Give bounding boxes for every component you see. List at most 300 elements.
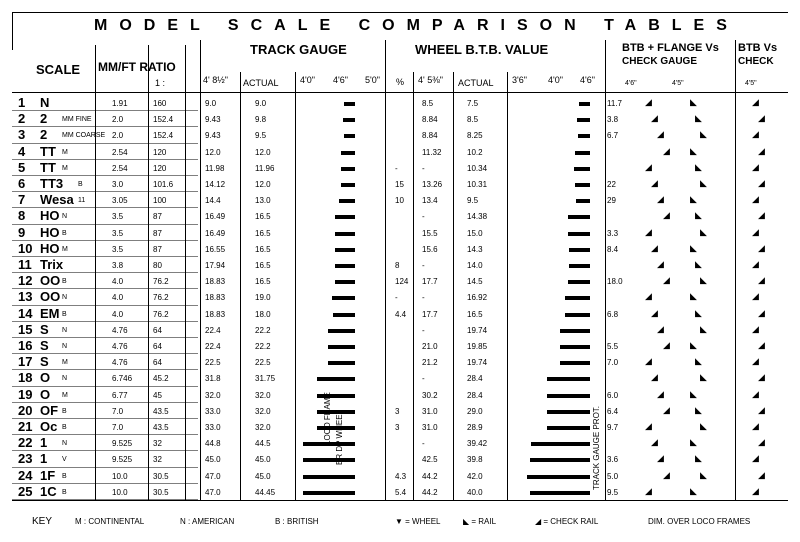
track-gauge-bar xyxy=(341,151,355,155)
scale-sub: V xyxy=(62,456,67,464)
mmft-value: 4.0 xyxy=(112,309,124,319)
tg-actual-value: 12.0 xyxy=(255,147,271,157)
mmft-value: 3.5 xyxy=(112,244,124,254)
w2-value: 42.5 xyxy=(422,455,438,465)
header-cg-a: 4'5" xyxy=(672,80,684,87)
ratio-value: 43.5 xyxy=(153,406,169,416)
wheel-btb-bar xyxy=(560,329,590,333)
w-actual-value: 28.9 xyxy=(467,423,483,432)
ratio-value: 101.6 xyxy=(153,180,174,189)
mmft-value: 4.76 xyxy=(112,358,128,368)
w-actual-value: 39.8 xyxy=(467,455,483,465)
mmft-value: 3.5 xyxy=(112,212,124,222)
track-gauge-bar xyxy=(328,329,355,333)
header-track-gauge: TRACK GAUGE xyxy=(250,42,347,57)
mmft-value: 3.5 xyxy=(112,228,124,238)
rail-marker: ◣ xyxy=(700,275,707,286)
scale-name: O xyxy=(40,386,51,402)
w-actual-value: 28.4 xyxy=(467,374,483,384)
ratio-value: 45.2 xyxy=(153,374,169,384)
scale-sub: N xyxy=(62,343,68,350)
ratio-value: 45 xyxy=(153,390,162,400)
row-number: 4 xyxy=(18,143,26,159)
tg-nominal-value: 11.98 xyxy=(205,163,225,173)
wheel-btb-bar xyxy=(568,215,590,219)
header-cg-scale: 4'6" xyxy=(625,80,637,87)
w-actual-value: 19.74 xyxy=(467,325,488,335)
row-number: 1 xyxy=(18,95,26,110)
wheel-btb-bar xyxy=(547,394,590,398)
w-actual-value: 8.25 xyxy=(467,131,483,141)
scale-name: O xyxy=(40,370,51,386)
check-rail-marker: ◢ xyxy=(657,323,664,334)
rail-marker: ◣ xyxy=(700,323,707,334)
key-dim-loco: DIM. OVER LOCO FRAMES xyxy=(648,517,751,526)
tg-nominal-value: 9.43 xyxy=(205,131,221,141)
tg-actual-value: 16.5 xyxy=(255,244,271,254)
scale-name: OO xyxy=(40,273,61,289)
col-divider-check xyxy=(735,40,736,500)
scale-name: 1F xyxy=(40,467,56,483)
check-marker: ◢ xyxy=(758,113,765,124)
scale-sub: B xyxy=(62,407,67,415)
ratio-value: 64 xyxy=(153,325,162,335)
scale-name: HO xyxy=(40,240,60,256)
rail-marker: ◣ xyxy=(700,469,707,480)
mmft-value: 3.8 xyxy=(112,261,124,270)
cg-value: 8.4 xyxy=(607,244,619,254)
ratio-value: 32 xyxy=(153,455,162,465)
row-number: 12 xyxy=(18,273,33,289)
check-rail-marker: ◢ xyxy=(657,259,664,269)
row-number: 16 xyxy=(18,338,33,353)
mmft-value: 2.54 xyxy=(112,147,128,157)
wheel-btb-bar xyxy=(565,313,590,317)
top-border xyxy=(12,12,788,13)
wheel-btb-bar xyxy=(547,410,591,414)
row-number: 11 xyxy=(18,257,32,272)
mmft-value: 4.76 xyxy=(112,342,128,351)
check-rail-marker: ◢ xyxy=(645,97,652,107)
cg-value: 6.7 xyxy=(607,131,619,141)
tg-actual-value: 9.0 xyxy=(255,99,267,108)
cg-value: 6.8 xyxy=(607,309,619,319)
w2-value: 21.2 xyxy=(422,358,438,368)
left-border xyxy=(12,12,13,50)
scale-sub: B xyxy=(62,310,67,318)
check-rail-marker: ◢ xyxy=(657,388,664,399)
cg-value: 6.4 xyxy=(607,406,619,416)
scale-sub: N xyxy=(62,375,68,383)
row-number: 22 xyxy=(18,435,33,451)
tg-nominal-value: 33.0 xyxy=(205,423,221,432)
check-marker: ◢ xyxy=(758,178,765,188)
w-actual-value: 29.0 xyxy=(467,406,483,416)
scale-sub: B xyxy=(62,229,67,237)
tg-actual-value: 18.0 xyxy=(255,309,271,319)
w1-value: 15 xyxy=(395,180,404,189)
wheel-btb-bar xyxy=(569,248,590,252)
rail-marker: ◣ xyxy=(690,340,697,350)
w2-value: 31.0 xyxy=(422,423,438,432)
check-marker: ◢ xyxy=(752,453,759,464)
check-marker: ◢ xyxy=(758,307,765,318)
scale-name: Trix xyxy=(40,257,64,272)
row-number: 18 xyxy=(18,370,33,386)
tg-actual-value: 16.5 xyxy=(255,261,271,270)
tg-actual-value: 32.0 xyxy=(255,406,271,416)
header-check-gauge: CHECK GAUGE xyxy=(622,56,698,67)
rail-marker: ◣ xyxy=(695,259,702,269)
wheel-btb-bar xyxy=(547,377,590,381)
w2-value: - xyxy=(422,261,425,270)
track-gauge-bar xyxy=(344,102,355,106)
w-actual-value: 10.31 xyxy=(467,180,488,189)
rail-marker: ◣ xyxy=(695,113,702,124)
w-actual-value: 10.34 xyxy=(467,163,488,173)
tg-nominal-value: 17.94 xyxy=(205,261,226,270)
w2-value: - xyxy=(422,374,425,384)
wheel-btb-bar xyxy=(530,491,590,495)
header-w-scale3: 4'6" xyxy=(580,75,595,85)
check-marker: ◢ xyxy=(758,372,765,383)
scale-name: OO xyxy=(40,289,61,305)
w-actual-value: 14.3 xyxy=(467,244,483,254)
scale-sub: B xyxy=(62,424,67,431)
tg-nominal-value: 9.43 xyxy=(205,115,221,125)
rail-marker: ◣ xyxy=(690,388,697,399)
rail-marker: ◣ xyxy=(700,178,707,188)
w-actual-value: 10.2 xyxy=(467,147,483,157)
tg-nominal-value: 16.55 xyxy=(205,244,226,254)
ratio-value: 120 xyxy=(153,163,167,173)
ratio-value: 30.5 xyxy=(153,471,169,481)
row-rule xyxy=(12,499,198,500)
w2-value: 44.2 xyxy=(422,487,438,497)
key-check-rail: ◢ = CHECK RAIL xyxy=(535,517,599,526)
track-gauge-bar xyxy=(343,118,355,122)
scale-sub: N xyxy=(62,294,68,302)
cg-value: 9.5 xyxy=(607,487,619,497)
w2-value: 17.7 xyxy=(422,309,438,319)
track-gauge-bar xyxy=(335,232,355,236)
scale-name: Oc xyxy=(40,419,58,434)
header-w-scale2: 4'0" xyxy=(548,75,563,85)
w2-value: 44.2 xyxy=(422,471,438,481)
row-number: 5 xyxy=(18,159,26,175)
scale-sub: MM FINE xyxy=(62,116,92,124)
mmft-value: 3.05 xyxy=(112,196,128,206)
track-gauge-prot-label: TRACK GAUGE PROT. xyxy=(592,405,601,490)
header-tg-scale3: 5'0" xyxy=(365,75,380,85)
w2-value: 17.7 xyxy=(422,277,438,287)
header-ratio-sub: 1 : xyxy=(155,78,166,88)
scale-name: TT xyxy=(40,159,56,175)
loco-frame-label: LOCO FRAME xyxy=(323,392,332,445)
rail-marker: ◣ xyxy=(695,307,702,318)
wheel-btb-bar xyxy=(577,118,590,122)
footer-divider xyxy=(12,500,788,501)
row-number: 8 xyxy=(18,208,26,224)
row-number: 15 xyxy=(18,321,33,337)
check-marker: ◢ xyxy=(752,323,759,334)
ratio-value: 32 xyxy=(153,439,162,449)
header-check: CHECK xyxy=(738,56,774,67)
wheel-btb-bar xyxy=(575,183,590,187)
cg-value: 9.7 xyxy=(607,423,619,432)
w1-value: 124 xyxy=(395,277,409,287)
w2-value: 31.0 xyxy=(422,406,438,416)
header-w-col1: % xyxy=(396,77,405,87)
w1-value: 5.4 xyxy=(395,487,407,497)
ratio-value: 76.2 xyxy=(153,277,169,287)
col-divider-tg-actual xyxy=(240,72,241,500)
track-gauge-bar xyxy=(317,377,355,381)
scale-name: 2 xyxy=(40,127,48,143)
rail-marker: ◣ xyxy=(690,242,697,253)
scale-name: 1 xyxy=(40,435,48,451)
check-marker: ◢ xyxy=(752,356,759,367)
scale-sub: 11 xyxy=(78,197,86,205)
rail-marker: ◣ xyxy=(695,210,702,221)
mmft-value: 9.525 xyxy=(112,439,133,449)
row-number: 20 xyxy=(18,402,33,418)
scale-name: 1 xyxy=(40,451,48,467)
check-rail-marker: ◢ xyxy=(663,404,670,415)
w1-value: 3 xyxy=(395,406,400,416)
rail-marker: ◣ xyxy=(700,129,707,140)
tg-nominal-value: 12.0 xyxy=(205,147,221,157)
mmft-value: 9.525 xyxy=(112,455,133,465)
track-gauge-bar xyxy=(344,134,355,138)
check-rail-marker: ◢ xyxy=(645,421,652,431)
scale-name: TT xyxy=(40,143,56,159)
check-rail-marker: ◢ xyxy=(663,145,670,156)
scale-sub: M xyxy=(62,391,68,399)
rail-marker: ◣ xyxy=(690,291,697,302)
scale-name: N xyxy=(40,95,50,110)
w2-value: 30.2 xyxy=(422,390,438,400)
col-divider-cg xyxy=(605,40,606,500)
col-divider-w1 xyxy=(413,72,414,500)
cg-value: 29 xyxy=(607,196,616,206)
row-number: 25 xyxy=(18,483,33,499)
check-rail-marker: ◢ xyxy=(645,291,652,302)
w2-value: 15.5 xyxy=(422,228,438,238)
mmft-value: 4.0 xyxy=(112,293,124,303)
w1-value: 4.4 xyxy=(395,309,407,319)
w-actual-value: 15.0 xyxy=(467,228,483,238)
track-gauge-bar xyxy=(341,183,355,187)
key-american: N : AMERICAN xyxy=(180,517,235,526)
w2-value: - xyxy=(422,212,425,222)
ratio-value: 30.5 xyxy=(153,487,169,497)
header-mmft-ratio: MM/FT RATIO xyxy=(98,60,176,74)
check-marker: ◢ xyxy=(758,275,765,286)
check-marker: ◢ xyxy=(752,259,759,269)
scale-name: 1C xyxy=(40,483,57,499)
mmft-value: 10.0 xyxy=(112,471,128,481)
wheel-btb-bar xyxy=(531,442,590,446)
tg-actual-value: 45.0 xyxy=(255,471,271,481)
mmft-value: 4.0 xyxy=(112,277,124,287)
tg-actual-value: 16.5 xyxy=(255,228,271,238)
check-marker: ◢ xyxy=(752,291,759,302)
ratio-value: 64 xyxy=(153,342,162,351)
scale-sub: N xyxy=(62,440,68,448)
check-marker: ◢ xyxy=(752,388,759,399)
w1-value: - xyxy=(395,293,398,303)
track-gauge-bar xyxy=(335,215,355,219)
w-actual-value: 14.38 xyxy=(467,212,488,222)
rail-marker: ◣ xyxy=(695,453,702,464)
header-btb-vs: BTB Vs xyxy=(738,42,778,54)
check-rail-marker: ◢ xyxy=(651,113,658,124)
tg-nominal-value: 47.0 xyxy=(205,471,221,481)
check-rail-marker: ◢ xyxy=(651,372,658,383)
check-rail-marker: ◢ xyxy=(651,437,658,448)
check-rail-marker: ◢ xyxy=(663,469,670,480)
mmft-value: 2.54 xyxy=(112,163,128,173)
check-marker: ◢ xyxy=(752,485,759,496)
header-scale: SCALE xyxy=(36,62,81,77)
check-marker: ◢ xyxy=(752,421,759,431)
row-number: 24 xyxy=(18,467,33,483)
w2-value: 8.5 xyxy=(422,99,434,108)
tg-nominal-value: 22.4 xyxy=(205,325,221,335)
check-marker: ◢ xyxy=(758,340,765,350)
w-actual-value: 28.4 xyxy=(467,390,483,400)
key-british: B : BRITISH xyxy=(275,517,319,526)
ratio-value: 120 xyxy=(153,147,167,157)
row-number: 3 xyxy=(18,127,26,143)
w-actual-value: 14.0 xyxy=(467,261,483,270)
mmft-value: 4.76 xyxy=(112,325,128,335)
track-gauge-bar xyxy=(339,199,355,203)
wheel-btb-bar xyxy=(568,232,591,236)
wheel-btb-bar xyxy=(527,475,590,479)
check-rail-marker: ◢ xyxy=(663,210,670,221)
cg-value: 3.6 xyxy=(607,455,619,465)
tg-actual-value: 45.0 xyxy=(255,455,271,465)
header-btb-flange: BTB + FLANGE Vs xyxy=(622,42,719,54)
mmft-value: 7.0 xyxy=(112,406,124,416)
check-marker: ◢ xyxy=(758,145,765,156)
scale-sub: MM COARSE xyxy=(62,132,106,140)
w2-value: 11.32 xyxy=(422,147,442,157)
w2-value: 8.84 xyxy=(422,131,438,141)
scale-sub: B xyxy=(62,278,67,286)
rail-marker: ◣ xyxy=(690,437,697,448)
col-divider-wheel-start xyxy=(385,40,386,500)
check-marker: ◢ xyxy=(758,404,765,415)
check-rail-marker: ◢ xyxy=(663,275,670,286)
header-tg-nominal: 4' 8½" xyxy=(203,75,228,85)
tg-actual-value: 9.5 xyxy=(255,131,267,141)
track-gauge-bar xyxy=(335,280,355,284)
row-number: 10 xyxy=(18,240,33,256)
rail-marker: ◣ xyxy=(695,404,702,415)
tg-nominal-value: 18.83 xyxy=(205,277,226,287)
ratio-value: 64 xyxy=(153,358,162,368)
rail-marker: ◣ xyxy=(690,485,697,496)
wheel-btb-bar xyxy=(574,167,590,171)
header-w-actual: ACTUAL xyxy=(458,78,494,88)
mmft-value: 6.746 xyxy=(112,374,133,384)
key-wheel: ▼ = WHEEL xyxy=(395,517,441,526)
wheel-btb-bar xyxy=(576,199,590,203)
track-gauge-bar xyxy=(335,264,355,268)
tg-actual-value: 12.0 xyxy=(255,180,271,189)
check-marker: ◢ xyxy=(752,226,759,237)
check-marker: ◢ xyxy=(758,437,765,448)
scale-name: 2 xyxy=(40,111,48,127)
cg-value: 18.0 xyxy=(607,277,623,287)
track-gauge-bar xyxy=(303,458,355,462)
check-marker: ◢ xyxy=(752,161,759,172)
wheel-btb-bar xyxy=(530,458,590,462)
tg-nominal-value: 18.83 xyxy=(205,309,226,319)
ratio-value: 152.4 xyxy=(153,115,174,125)
w-actual-value: 40.0 xyxy=(467,487,483,497)
header-tg-scale2: 4'6" xyxy=(333,75,348,85)
ratio-value: 80 xyxy=(153,261,162,270)
check-rail-marker: ◢ xyxy=(657,194,664,205)
wheel-btb-bar xyxy=(547,426,590,430)
header-tg-actual: ACTUAL xyxy=(243,78,279,88)
scale-sub: N xyxy=(62,213,68,221)
ratio-value: 87 xyxy=(153,228,162,238)
w1-value: 8 xyxy=(395,261,400,270)
col-divider-wactual xyxy=(507,72,508,500)
scale-sub: M xyxy=(62,148,68,156)
w-actual-value: 16.5 xyxy=(467,309,483,319)
tg-actual-value: 11.96 xyxy=(255,163,275,173)
track-gauge-bar xyxy=(335,248,355,252)
row-number: 23 xyxy=(18,451,33,467)
w2-value: 21.0 xyxy=(422,342,438,351)
scale-name: TT3 xyxy=(40,176,64,191)
rail-marker: ◣ xyxy=(690,194,697,205)
tg-nominal-value: 44.8 xyxy=(205,439,221,449)
check-rail-marker: ◢ xyxy=(657,453,664,464)
scale-name: S xyxy=(40,321,49,337)
ratio-value: 152.4 xyxy=(153,131,174,141)
row-number: 19 xyxy=(18,386,33,402)
w-actual-value: 14.5 xyxy=(467,277,483,287)
cg-value: 11.7 xyxy=(607,99,622,108)
scale-sub: M xyxy=(62,164,68,172)
w-actual-value: 9.5 xyxy=(467,196,479,206)
key-rail: ◣ = RAIL xyxy=(463,517,497,526)
cg-value: 7.0 xyxy=(607,358,619,368)
col-divider-tg-scale xyxy=(295,72,296,500)
header-w-col2: 4' 5⅜" xyxy=(418,75,443,85)
scale-sub: B xyxy=(62,472,67,480)
tg-nominal-value: 33.0 xyxy=(205,406,221,416)
scale-name: Wesa xyxy=(40,192,74,208)
tg-nominal-value: 32.0 xyxy=(205,390,221,400)
tg-nominal-value: 45.0 xyxy=(205,455,221,465)
track-gauge-bar xyxy=(328,345,355,349)
tg-actual-value: 32.0 xyxy=(255,423,271,432)
w2-value: - xyxy=(422,325,425,335)
key-label: KEY xyxy=(32,516,53,527)
tg-actual-value: 44.5 xyxy=(255,439,271,449)
scale-sub: M xyxy=(62,359,68,367)
ratio-value: 76.2 xyxy=(153,293,169,303)
mmft-value: 7.0 xyxy=(112,423,124,432)
